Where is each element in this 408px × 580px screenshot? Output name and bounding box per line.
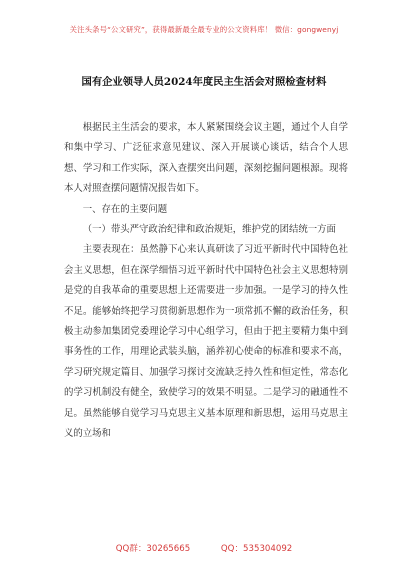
main-paragraph: 主要表现在：虽然静下心来认真研读了习近平新时代中国特色社会主义思想，但在深学细悟习近平新时代中国特色社会主义思想特别是党的自我革命的重要思想上还需要进一步加强。一是学习的持久性不足。能够始终把学习贯彻新思想作为一项常抓不懈的政治任务，积极主动参加集团党委理论学习中心组学习，但由于把主要精力集中到事务性的工作，用理论武装头脑，涵养初心使命的标准和要求不高，学习研究规定篇目、加强学习探讨交流缺乏持久性和恒定性，常态化的学习机制没有健全，致使学习的效果不明显。二是学习的融通性不足。虽然能够自觉学习马克思主义基本原理和新思想，运用马克思主义的立场和 <box>64 244 348 440</box>
page-title: 国有企业领导人员2024年度民主生活会对照检查材料 <box>81 76 327 88</box>
intro-paragraph: 根据民主生活会的要求，本人紧紧围绕会议主题，通过个人自学和集中学习、广泛征求意见建议、深入开展谈心谈话，结合个人思想、学习和工作实际，深入查摆突出问题，深刻挖掘问题根源。现将本人对照查摆问题情况报告如下。 <box>64 122 348 195</box>
footer <box>0 542 408 554</box>
document-body <box>64 118 348 445</box>
footer-qq: QQ：535304092 <box>220 544 293 554</box>
section-heading: 一、存在的主要问题 <box>82 203 168 215</box>
footer-qq-group: QQ群：30265665 <box>115 544 191 554</box>
subsection-heading: （一）带头严守政治纪律和政治规矩，维护党的团结统一方面 <box>82 224 336 236</box>
header-banner: 关注头条号“公文研究”，获得最新最全最专业的公文资料库！ 微信：gongwenyj <box>69 25 339 34</box>
